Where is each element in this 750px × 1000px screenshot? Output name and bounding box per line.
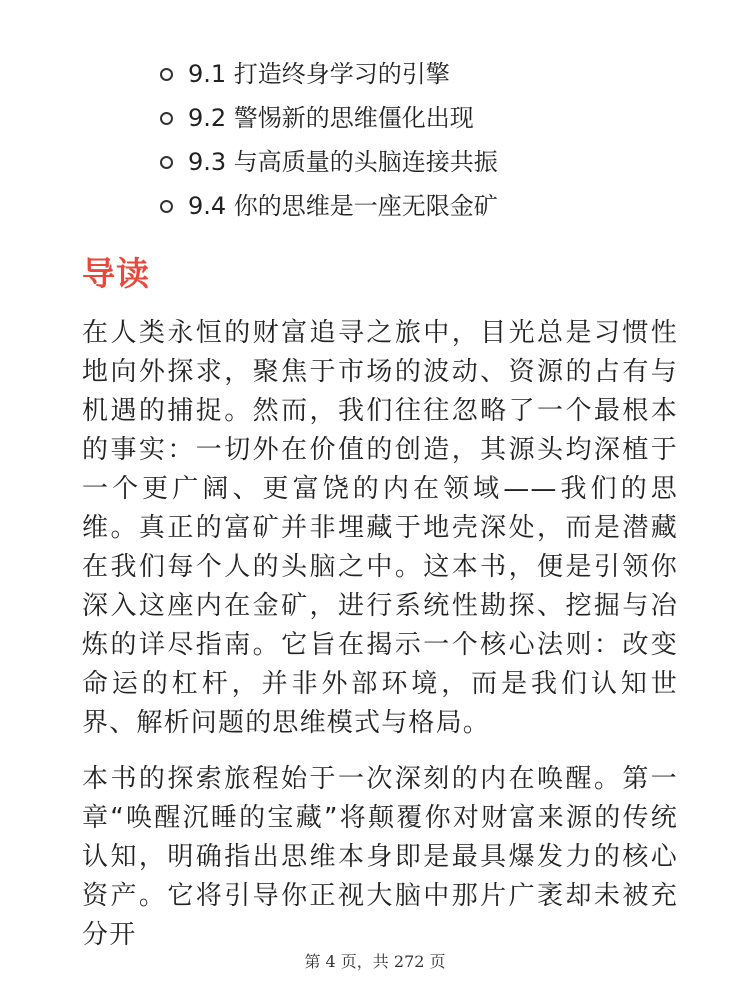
toc-item-label: 9.4 你的思维是一座无限金矿 — [188, 192, 498, 220]
toc-list — [160, 52, 498, 228]
toc-item-label: 9.2 警惕新的思维僵化出现 — [188, 104, 474, 132]
toc-item-label: 9.1 打造终身学习的引擎 — [188, 60, 450, 88]
toc-item — [160, 140, 498, 184]
body-paragraph: 本书的探索旅程始于一次深刻的内在唤醒。第一章“唤醒沉睡的宝藏”将颠覆你对财富来源的传统认知，明确指出思维本身即是最具爆发力的核心资产。它将引导你正视大脑中那片广袤却未被充分开 — [82, 764, 678, 950]
toc-item — [160, 96, 498, 140]
toc-item — [160, 184, 498, 228]
toc-item-label: 9.3 与高质量的头脑连接共振 — [188, 148, 498, 176]
hollow-circle-bullet-icon — [160, 112, 173, 125]
toc-item — [160, 52, 498, 96]
section-heading: 导读 — [82, 254, 150, 293]
hollow-circle-bullet-icon — [160, 156, 173, 169]
body-paragraph: 在人类永恒的财富追寻之旅中，目光总是习惯性地向外探求，聚焦于市场的波动、资源的占有与机遇的捕捉。然而，我们往往忽略了一个最根本的事实：一切外在价值的创造，其源头均深植于一个更广阔、更富饶的内在领域——我们的思维。真正的富矿并非埋藏于地壳深处，而是潜藏在我们每个人的头脑之中。这本书，便是引领你深入这座内在金矿，进行系统性勘探、挖掘与冶炼的详尽指南。它旨在揭示一个核心法则：改变命运的杠杆，并非外部环境，而是我们认知世界、解析问题的思维模式与格局。 — [82, 318, 678, 738]
hollow-circle-bullet-icon — [160, 200, 173, 213]
page-number-footer: 第 4 页，共 272 页 — [304, 952, 446, 971]
hollow-circle-bullet-icon — [160, 68, 173, 81]
